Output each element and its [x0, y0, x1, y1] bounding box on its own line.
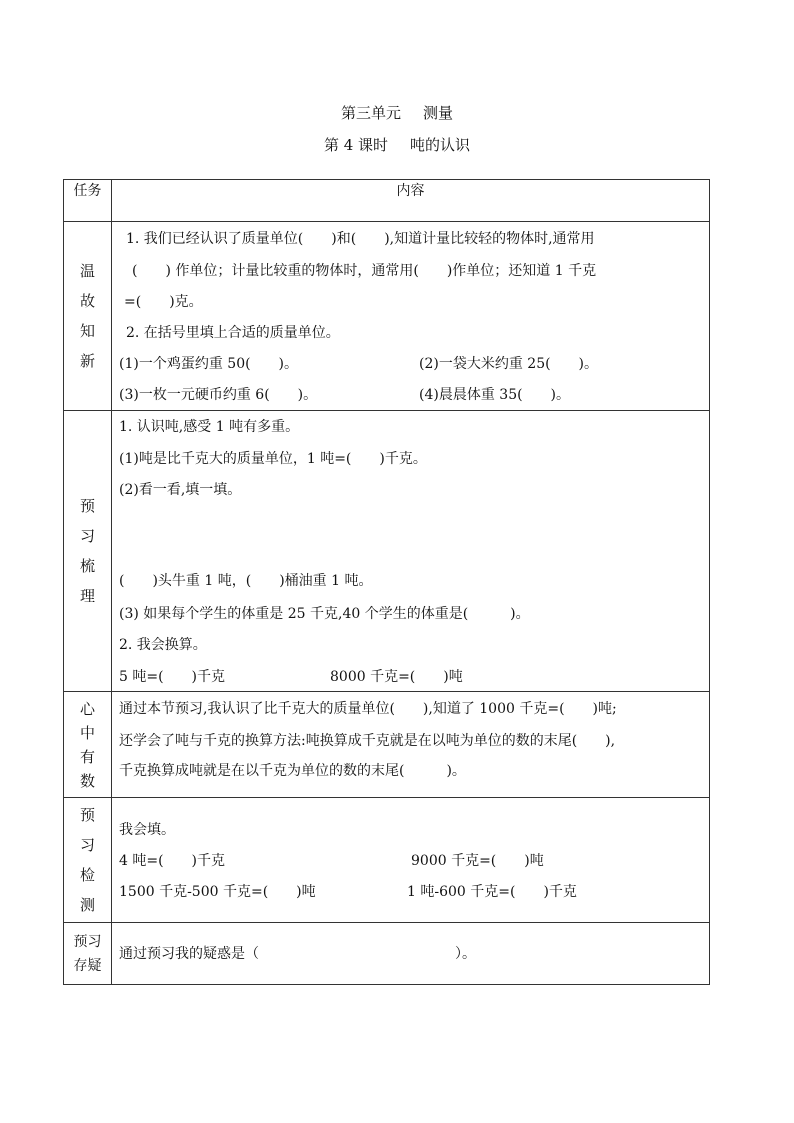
content-summary	[112, 692, 710, 798]
review-q2-item2: (2)一袋大米约重 25( )。	[419, 356, 599, 372]
task-questions	[64, 923, 112, 985]
organize-q2-item2: 8000 千克=( )吨	[330, 669, 463, 685]
organize-q1-2: (2)看一看,填一填。	[119, 482, 242, 498]
unit-title	[0, 102, 794, 123]
task-char: 有	[79, 747, 95, 766]
summary-line3: 千克换算成吨就是在以千克为单位的数的末尾( )。	[119, 763, 466, 779]
organize-q1-title: 1. 认识吨,感受 1 吨有多重。	[119, 419, 300, 435]
review-q2-title: 2. 在括号里填上合适的质量单位。	[126, 325, 340, 341]
task-char: 故	[79, 292, 95, 310]
task-char: 新	[79, 352, 95, 370]
task-char: 知	[79, 322, 95, 340]
table-row	[64, 923, 710, 985]
review-q1-line1: 1. 我们已经认识了质量单位( )和( ),知道计量比较轻的物体时,通常用	[126, 231, 595, 247]
content-check	[112, 798, 710, 923]
table-row	[64, 692, 710, 798]
questions-line: 通过预习我的疑惑是（ ）。	[119, 946, 476, 962]
task-char: 数	[79, 771, 95, 790]
summary-line2: 还学会了吨与千克的换算方法:吨换算成千克就是在以吨为单位的数的末尾( ),	[119, 733, 616, 749]
content-preview-organize	[112, 411, 710, 692]
task-char: 习	[79, 836, 95, 854]
review-q1-line2: ( ) 作单位；计量比较重的物体时，通常用( )作单位；还知道 1 千克	[132, 263, 597, 279]
task-char: 心	[79, 699, 95, 718]
review-q2-item3: (3)一枚一元硬币约重 6( )。	[119, 387, 318, 403]
task-char: 检	[79, 866, 95, 884]
table-row	[64, 222, 710, 411]
header-task: 任务	[64, 180, 112, 222]
check-item3: 1500 千克-500 千克=( )吨	[119, 884, 316, 900]
review-q2-item1: (1)一个鸡蛋约重 50( )。	[119, 356, 299, 372]
content-questions	[112, 923, 710, 985]
lesson-title	[0, 134, 794, 155]
task-char: 温	[79, 262, 95, 280]
organize-q1-2-answer: ( )头牛重 1 吨，( )桶油重 1 吨。	[119, 573, 373, 589]
check-item2: 9000 千克=( )吨	[411, 853, 544, 869]
task-char: 预	[79, 806, 95, 824]
check-item1: 4 吨=( )千克	[119, 853, 226, 869]
content-review	[112, 222, 710, 411]
organize-q1-1: (1)吨是比千克大的质量单位，1 吨=( )千克。	[119, 451, 427, 467]
organize-q1-3: (3) 如果每个学生的体重是 25 千克,40 个学生的体重是( )。	[119, 606, 530, 622]
lesson-label: 第 4 课时	[323, 136, 389, 154]
header-content: 内容	[112, 180, 710, 222]
task-review	[64, 222, 112, 411]
task-char: 梳	[79, 557, 95, 575]
organize-q2-title: 2. 我会换算。	[119, 637, 207, 653]
task-char: 预	[79, 497, 95, 515]
check-title: 我会填。	[119, 822, 175, 838]
task-check	[64, 798, 112, 923]
review-q1-line3: =( )克。	[124, 294, 203, 310]
organize-q2-item1: 5 吨=( )千克	[119, 669, 226, 685]
task-char: 测	[79, 896, 95, 914]
table-row	[64, 798, 710, 923]
task-preview-organize	[64, 411, 112, 692]
unit-label: 第三单元	[340, 104, 401, 122]
table-row	[64, 411, 710, 692]
check-item4: 1 吨-600 千克=( )千克	[407, 884, 577, 900]
review-q2-item4: (4)晨晨体重 35( )。	[419, 387, 571, 403]
task-char: 理	[79, 587, 95, 605]
task-summary	[64, 692, 112, 798]
task-word: 预习	[73, 933, 102, 950]
lesson-topic: 吨的认识	[410, 136, 471, 154]
task-char: 中	[79, 723, 95, 742]
task-char: 习	[79, 527, 95, 545]
table-header-row	[64, 180, 710, 222]
unit-topic: 测量	[423, 104, 454, 122]
summary-line1: 通过本节预习,我认识了比千克大的质量单位( ),知道了 1000 千克=( )吨;	[119, 701, 617, 717]
worksheet-table	[63, 179, 710, 985]
task-word: 存疑	[73, 957, 102, 974]
